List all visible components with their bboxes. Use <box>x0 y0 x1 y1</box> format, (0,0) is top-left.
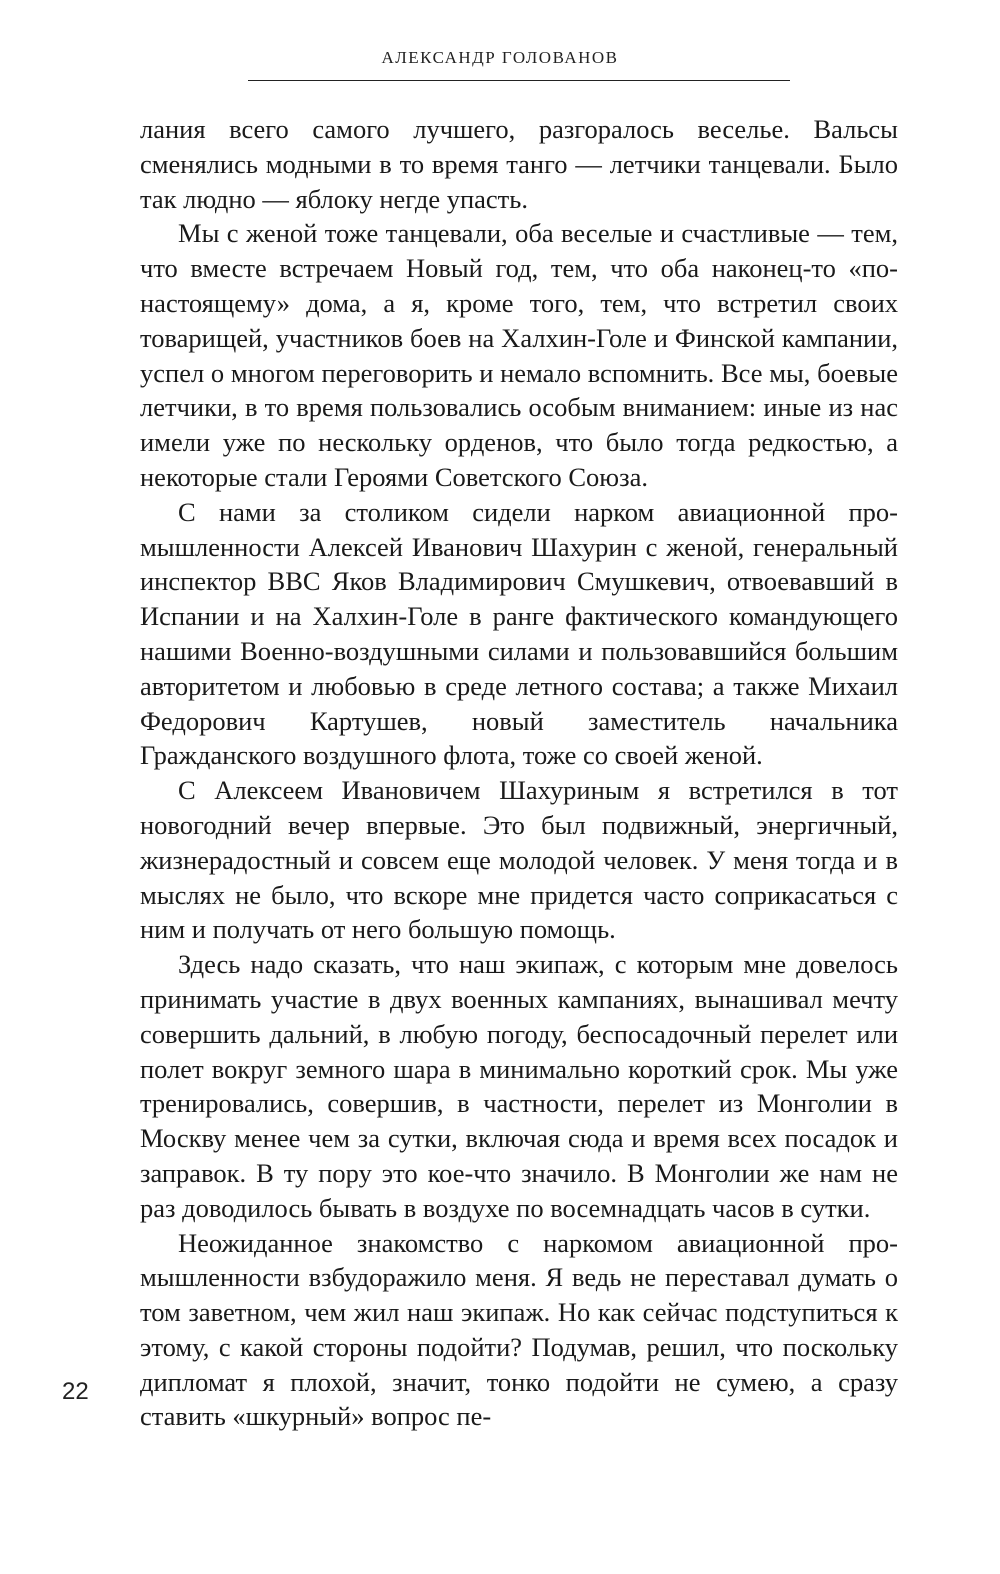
page-number: 22 <box>62 1378 89 1405</box>
paragraph: Мы с женой тоже танцевали, оба веселые и счастливые — тем, что вместе встречаем Новый год, тем, что оба наконец-то «по-настоящему» дома, а я, кроме того, тем, что встретил своих товарищей, участников боев на Халхин-Голе и Финской кампании, успел о многом переговорить и немало вспомнить. Все мы, боевые летчики, в то время пользовались особым вниманием: иные из нас имели уже по нескольку орденов, что было тогда редкостью, а некоторые стали Героями Советского Союза. <box>140 218 898 492</box>
running-header: АЛЕКСАНДР ГОЛОВАНОВ <box>381 48 619 67</box>
paragraph: С Алексеем Ивановичем Шахуриным я встретился в тот новогодний вечер впервые. Это был подвижный, энергичный, жизнерадостный и совсем еще молодой человек. У меня тогда и в мыслях не было, что вскоре мне придется часто соприкасаться с ним и получать от него большую помощь. <box>140 775 898 945</box>
body-text <box>140 112 898 1434</box>
header-rule <box>248 80 790 81</box>
paragraph: Неожиданное знакомство с наркомом авиационной промышленности взбудоражило меня. Я ведь не переставал думать о том заветном, чем жил наш экипаж. Но как сейчас подступиться к этому, с какой стороны подойти? Подумав, решил, что поскольку дипломат я плохой, значит, тонко подойти не сумею, а сразу ставить «шкурный» вопрос пе- <box>140 1227 898 1432</box>
paragraph: С нами за столиком сидели нарком авиационной промышленности Алексей Иванович Шахурин с женой, генеральный инспектор ВВС Яков Владимирович Смушкевич, отвоевавший в Испании и на Халхин-Голе в ранге фактического командующего нашими Военно-воздушными силами и пользовавшийся большим авторитетом и любовью в среде летного состава; а также Михаил Федорович Картушев, новый заместитель начальника Гражданского воздушного флота, тоже со своей женой. <box>140 496 898 771</box>
paragraph-continuation: лания всего самого лучшего, разгоралось веселье. Вальсы сменялись модными в то время танго — летчики танцевали. Было так людно — яблоку негде упасть. <box>140 114 898 214</box>
paragraph: Здесь надо сказать, что наш экипаж, с которым мне довелось принимать участие в двух военных кампаниях, вынашивал мечту совершить дальний, в любую погоду, беспосадочный перелет или полет вокруг земного шара в минимально короткий срок. Мы уже тренировались, совершив, в частности, перелет из Монголии в Москву менее чем за сутки, включая сюда и время всех посадок и заправок. В ту пору это кое-что значило. В Монголии же нам не раз доводилось бывать в воздухе по восемнадцать часов в сутки. <box>140 949 898 1223</box>
